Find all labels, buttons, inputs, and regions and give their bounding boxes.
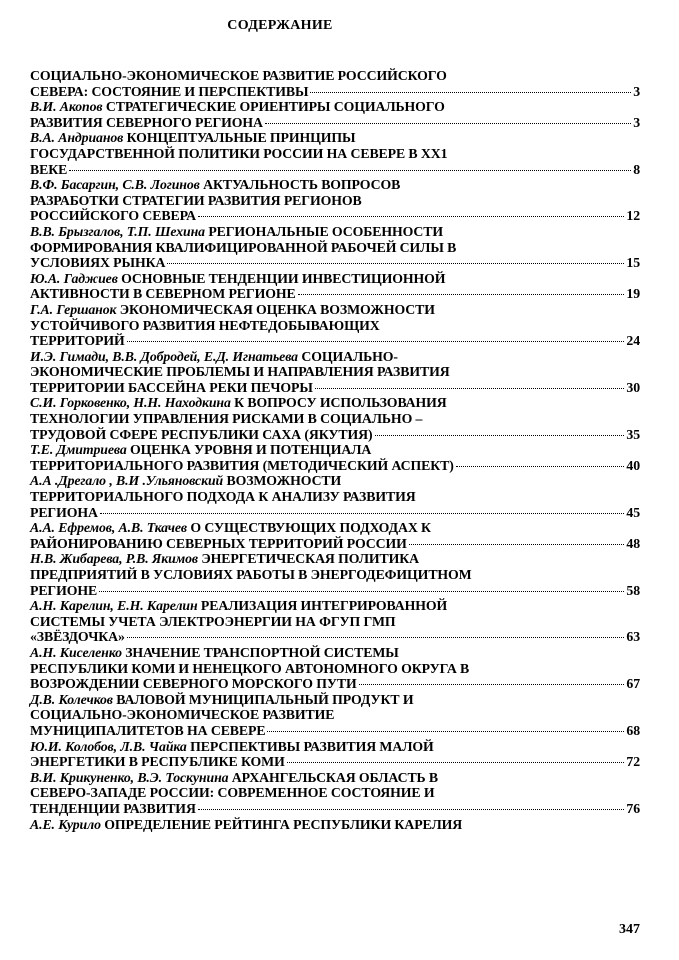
toc-entry[interactable] — [30, 645, 640, 692]
toc-entry-title: ГОСУДАРСТВЕННОЙ ПОЛИТИКИ РОССИИ НА СЕВЕРЕ В XX1 — [30, 145, 448, 161]
toc-entry-title: АРХАНГЕЛЬСКАЯ ОБЛАСТЬ В — [231, 769, 439, 785]
toc-entry-authors: В.И. Акопов — [30, 99, 103, 115]
toc-entry-title: РЕГИОНЕ — [30, 582, 98, 598]
toc-entry-line — [30, 676, 640, 692]
toc-entry-authors: Д.В. Колечков — [30, 691, 113, 707]
dot-leader — [127, 340, 625, 342]
toc-entry-page: 3 — [633, 83, 640, 99]
toc-entry-authors: Т.Е. Дмитриева — [30, 442, 127, 458]
toc-entry-title: ВОЗРОЖДЕНИИ СЕВЕРНОГО МОРСКОГО ПУТИ — [30, 676, 357, 692]
toc-entry-page: 76 — [626, 800, 640, 816]
toc-entry[interactable] — [30, 177, 640, 224]
toc-entry-line — [30, 162, 640, 178]
toc-entry-title: ТЕХНОЛОГИИ УПРАВЛЕНИЯ РИСКАМИ В СОЦИАЛЬНО – — [30, 411, 423, 427]
toc-entry-line — [30, 271, 640, 287]
toc-entry-title: ВАЛОВОЙ МУНИЦИПАЛЬНЫЙ ПРОДУКТ И — [116, 691, 414, 707]
dot-leader — [315, 387, 625, 389]
toc-entry-line — [30, 146, 640, 162]
toc-entry-title: СОЦИАЛЬНО- — [301, 348, 398, 364]
toc-entry-title: ВЕКЕ — [30, 161, 68, 177]
dot-leader — [267, 730, 624, 732]
toc-entry-title: ЭНЕРГЕТИКИ В РЕСПУБЛИКЕ КОМИ — [30, 754, 285, 770]
toc-entry-line — [30, 489, 640, 505]
toc-entry-authors: И.Э. Гимади, В.В. Добродей, Е.Д. Игнатьева — [30, 348, 298, 364]
toc-entry-page: 48 — [626, 535, 640, 551]
dot-leader — [298, 293, 625, 295]
toc-entry[interactable] — [30, 442, 640, 473]
toc-entry[interactable] — [30, 302, 640, 349]
toc-entry-title: РАЙОНИРОВАНИЮ СЕВЕРНЫХ ТЕРРИТОРИЙ РОССИИ — [30, 535, 407, 551]
toc-entry[interactable] — [30, 551, 640, 598]
toc-entry[interactable] — [30, 817, 640, 833]
toc-entry-line — [30, 411, 640, 427]
toc-entry-title: КОНЦЕПТУАЛЬНЫЕ ПРИНЦИПЫ — [126, 130, 356, 146]
toc-entry-line — [30, 224, 640, 240]
toc-entry-page: 30 — [626, 379, 640, 395]
toc-entry-title: ТЕРРИТОРИИ БАССЕЙНА РЕКИ ПЕЧОРЫ — [30, 379, 313, 395]
toc-entry-page: 8 — [633, 161, 640, 177]
toc-entry-page: 15 — [626, 255, 640, 271]
toc-entry-title: РОССИЙСКОГО СЕВЕРА — [30, 208, 197, 224]
toc-entry-title: РЕАЛИЗАЦИЯ ИНТЕГРИРОВАННОЙ — [200, 598, 448, 614]
toc-entry-line — [30, 614, 640, 630]
toc-entry[interactable] — [30, 349, 640, 396]
toc-entry-authors: С.И. Горковенко, Н.Н. Находкина — [30, 395, 231, 411]
toc-entry-line — [30, 115, 640, 131]
toc-entry-authors: В.В. Брызгалов, Т.П. Шехина — [30, 223, 205, 239]
toc-entry-authors: В.А. Андрианов — [30, 130, 124, 146]
toc-entry-page: 72 — [626, 754, 640, 770]
toc-entry-title: ТЕРРИТОРИАЛЬНОГО ПОДХОДА К АНАЛИЗУ РАЗВИТИЯ — [30, 489, 416, 505]
toc-entry-line — [30, 661, 640, 677]
dot-leader — [265, 122, 631, 124]
toc-entry-page: 67 — [626, 676, 640, 692]
toc-entry-authors: Ю.И. Колобов, Л.В. Чайка — [30, 738, 187, 754]
toc-entry-line — [30, 240, 640, 256]
toc-entry-line — [30, 286, 640, 302]
dot-leader — [409, 543, 625, 545]
toc-entry-line — [30, 177, 640, 193]
toc-entry-line — [30, 629, 640, 645]
toc-entry[interactable] — [30, 692, 640, 739]
dot-leader — [127, 636, 625, 638]
toc-entry-line — [30, 645, 640, 661]
toc-entry-line — [30, 551, 640, 567]
toc-entry[interactable] — [30, 99, 640, 130]
toc-entry-line — [30, 349, 640, 365]
toc-entry-line — [30, 598, 640, 614]
toc-entry-page: 58 — [626, 582, 640, 598]
dot-leader — [287, 761, 625, 763]
toc-entry-line — [30, 318, 640, 334]
toc-entry-page: 35 — [626, 426, 640, 442]
toc-entry-title: ЭНЕРГЕТИЧЕСКАЯ ПОЛИТИКА — [201, 551, 420, 567]
toc-entry-title: РЕГИОНА — [30, 504, 98, 520]
toc-entry[interactable] — [30, 271, 640, 302]
toc-entry-title: СОЦИАЛЬНО-ЭКОНОМИЧЕСКОЕ РАЗВИТИЕ — [30, 707, 335, 723]
toc-entry-title: ОСНОВНЫЕ ТЕНДЕНЦИИ ИНВЕСТИЦИОННОЙ — [121, 270, 446, 286]
dot-leader — [69, 169, 631, 171]
toc-entry-title: «ЗВЁЗДОЧКА» — [30, 629, 125, 645]
toc-entry-line — [30, 68, 640, 84]
toc-entry-line — [30, 255, 640, 271]
toc-entry-title: СЕВЕРА: СОСТОЯНИЕ И ПЕРСПЕКТИВЫ — [30, 83, 309, 99]
toc-entry-authors: Г.А. Гершанок — [30, 301, 117, 317]
toc-entry-title: СЕВЕРО-ЗАПАДЕ РОССИИ: СОВРЕМЕННОЕ СОСТОЯНИЕ И — [30, 785, 435, 801]
toc-entry-title: К ВОПРОСУ ИСПОЛЬЗОВАНИЯ — [234, 395, 447, 411]
toc-entry-line — [30, 442, 640, 458]
dot-leader — [359, 683, 625, 685]
dot-leader — [375, 434, 625, 436]
toc-entry-line — [30, 707, 640, 723]
toc-entry-line — [30, 785, 640, 801]
toc-entry[interactable] — [30, 598, 640, 645]
toc-entry[interactable] — [30, 130, 640, 177]
toc-entry-title: ТЕРРИТОРИАЛЬНОГО РАЗВИТИЯ (МЕТОДИЧЕСКИЙ АСПЕКТ) — [30, 457, 454, 473]
toc-entry-line — [30, 333, 640, 349]
page-number: 347 — [619, 922, 640, 937]
toc-entry-page: 19 — [626, 286, 640, 302]
toc-entry-page: 68 — [626, 722, 640, 738]
toc-entry-line — [30, 395, 640, 411]
toc-entry-title: УСЛОВИЯХ РЫНКА — [30, 255, 166, 271]
toc-entry-title: ЗНАЧЕНИЕ ТРАНСПОРТНОЙ СИСТЕМЫ — [125, 644, 399, 660]
toc-entry-line — [30, 505, 640, 521]
toc-entry-title: ТРУДОВОЙ СФЕРЕ РЕСПУБЛИКИ САХА (ЯКУТИЯ) — [30, 426, 373, 442]
toc-entry[interactable] — [30, 770, 640, 817]
toc-entry[interactable] — [30, 473, 640, 520]
dot-leader — [100, 512, 625, 514]
dot-leader — [198, 215, 624, 217]
toc-entry-line — [30, 302, 640, 318]
toc-entry-line — [30, 99, 640, 115]
toc-entry-title: РАЗВИТИЯ СЕВЕРНОГО РЕГИОНА — [30, 114, 263, 130]
toc-entry-line — [30, 754, 640, 770]
toc-entry-line — [30, 193, 640, 209]
toc-entry-page: 40 — [626, 457, 640, 473]
toc-entry-line — [30, 364, 640, 380]
toc-entry-authors: В.Ф. Басаргин, С.В. Логинов — [30, 177, 200, 193]
toc-entry-title: ТЕРРИТОРИЙ — [30, 333, 125, 349]
toc-entry-line — [30, 84, 640, 100]
toc-entry-title: ЭКОНОМИЧЕСКАЯ ОЦЕНКА ВОЗМОЖНОСТИ — [119, 301, 435, 317]
toc-entry-authors: Ю.А. Гаджиев — [30, 270, 118, 286]
toc-entry-title: РЕГИОНАЛЬНЫЕ ОСОБЕННОСТИ — [208, 223, 443, 239]
toc-entry-title: ФОРМИРОВАНИЯ КВАЛИФИЦИРОВАННОЙ РАБОЧЕЙ СИЛЫ В — [30, 239, 457, 255]
toc-entry-title: ТЕНДЕНЦИИ РАЗВИТИЯ — [30, 800, 196, 816]
toc-entry-page: 12 — [626, 208, 640, 224]
page-heading: СОДЕРЖАНИЕ — [227, 18, 333, 33]
table-of-contents — [30, 68, 640, 832]
toc-entry-title: СТРАТЕГИЧЕСКИЕ ОРИЕНТИРЫ СОЦИАЛЬНОГО — [105, 99, 445, 115]
toc-entry-title: УСТОЙЧИВОГО РАЗВИТИЯ НЕФТЕДОБЫВАЮЩИХ — [30, 317, 380, 333]
toc-entry-page: 3 — [633, 114, 640, 130]
toc-entry-title: АКТИВНОСТИ В СЕВЕРНОМ РЕГИОНЕ — [30, 286, 296, 302]
toc-entry-title: СИСТЕМЫ УЧЕТА ЭЛЕКТРОЭНЕРГИИ НА ФГУП ГМП — [30, 613, 396, 629]
toc-entry-line — [30, 723, 640, 739]
toc-entry-title: ОЦЕНКА УРОВНЯ И ПОТЕНЦИАЛА — [130, 442, 372, 458]
toc-entry-page: 63 — [626, 629, 640, 645]
toc-entry[interactable] — [30, 224, 640, 271]
toc-entry-title: ПЕРСПЕКТИВЫ РАЗВИТИЯ МАЛОЙ — [190, 738, 434, 754]
toc-entry-line — [30, 770, 640, 786]
toc-entry-line — [30, 427, 640, 443]
dot-leader — [310, 91, 631, 93]
toc-entry-title: ВОЗМОЖНОСТИ — [226, 473, 342, 489]
toc-entry-page: 24 — [626, 333, 640, 349]
toc-entry-authors: Н.В. Жибарева, Р.В. Якимов — [30, 551, 198, 567]
toc-entry-title: РЕСПУБЛИКИ КОМИ И НЕНЕЦКОГО АВТОНОМНОГО ОКРУГА В — [30, 660, 470, 676]
toc-entry-title: МУНИЦИПАЛИТЕТОВ НА СЕВЕРЕ — [30, 722, 266, 738]
toc-entry-line — [30, 817, 640, 833]
toc-entry-title: СОЦИАЛЬНО-ЭКОНОМИЧЕСКОЕ РАЗВИТИЕ РОССИЙСКОГО — [30, 68, 447, 83]
toc-entry-authors: А.А. Ефремов, А.В. Ткачев — [30, 520, 187, 536]
toc-entry[interactable] — [30, 739, 640, 770]
toc-entry-line — [30, 801, 640, 817]
toc-entry-line — [30, 208, 640, 224]
toc-entry-title: О СУЩЕСТВУЮЩИХ ПОДХОДАХ К — [190, 520, 431, 536]
toc-entry-title: ЭКОНОМИЧЕСКИЕ ПРОБЛЕМЫ И НАПРАВЛЕНИЯ РАЗВИТИЯ — [30, 364, 450, 380]
toc-entry-line — [30, 739, 640, 755]
toc-entry-title: ОПРЕДЕЛЕНИЕ РЕЙТИНГА РЕСПУБЛИКИ КАРЕЛИЯ — [104, 816, 463, 832]
toc-entry-line — [30, 567, 640, 583]
toc-entry-title: ПРЕДПРИЯТИЙ В УСЛОВИЯХ РАБОТЫ В ЭНЕРГОДЕФИЦИТНОМ — [30, 567, 472, 582]
toc-entry-authors: В.И. Крикуненко, В.Э. Тоскунина — [30, 769, 229, 785]
toc-entry-title: АКТУАЛЬНОСТЬ ВОПРОСОВ — [203, 177, 401, 193]
toc-entry[interactable] — [30, 520, 640, 551]
toc-entry-authors: А.А .Дрегало , В.И .Ульяновский — [30, 473, 224, 489]
toc-entry-line — [30, 380, 640, 396]
dot-leader — [167, 262, 624, 264]
toc-entry-page: 45 — [626, 504, 640, 520]
toc-entry-line — [30, 458, 640, 474]
dot-leader — [198, 808, 625, 810]
toc-entry-title: РАЗРАБОТКИ СТРАТЕГИИ РАЗВИТИЯ РЕГИОНОВ — [30, 192, 362, 208]
toc-entry-line — [30, 473, 640, 489]
toc-entry[interactable] — [30, 395, 640, 442]
toc-entry-authors: А.Е. Курило — [30, 816, 101, 832]
toc-entry-line — [30, 583, 640, 599]
dot-leader — [456, 465, 625, 467]
toc-entry-line — [30, 692, 640, 708]
toc-entry-line — [30, 520, 640, 536]
toc-entry-line — [30, 536, 640, 552]
toc-entry[interactable] — [30, 68, 640, 99]
toc-entry-authors: А.Н. Киселенко — [30, 644, 122, 660]
toc-entry-line — [30, 130, 640, 146]
toc-entry-authors: А.Н. Карелин, Е.Н. Карелин — [30, 598, 198, 614]
dot-leader — [99, 590, 624, 592]
